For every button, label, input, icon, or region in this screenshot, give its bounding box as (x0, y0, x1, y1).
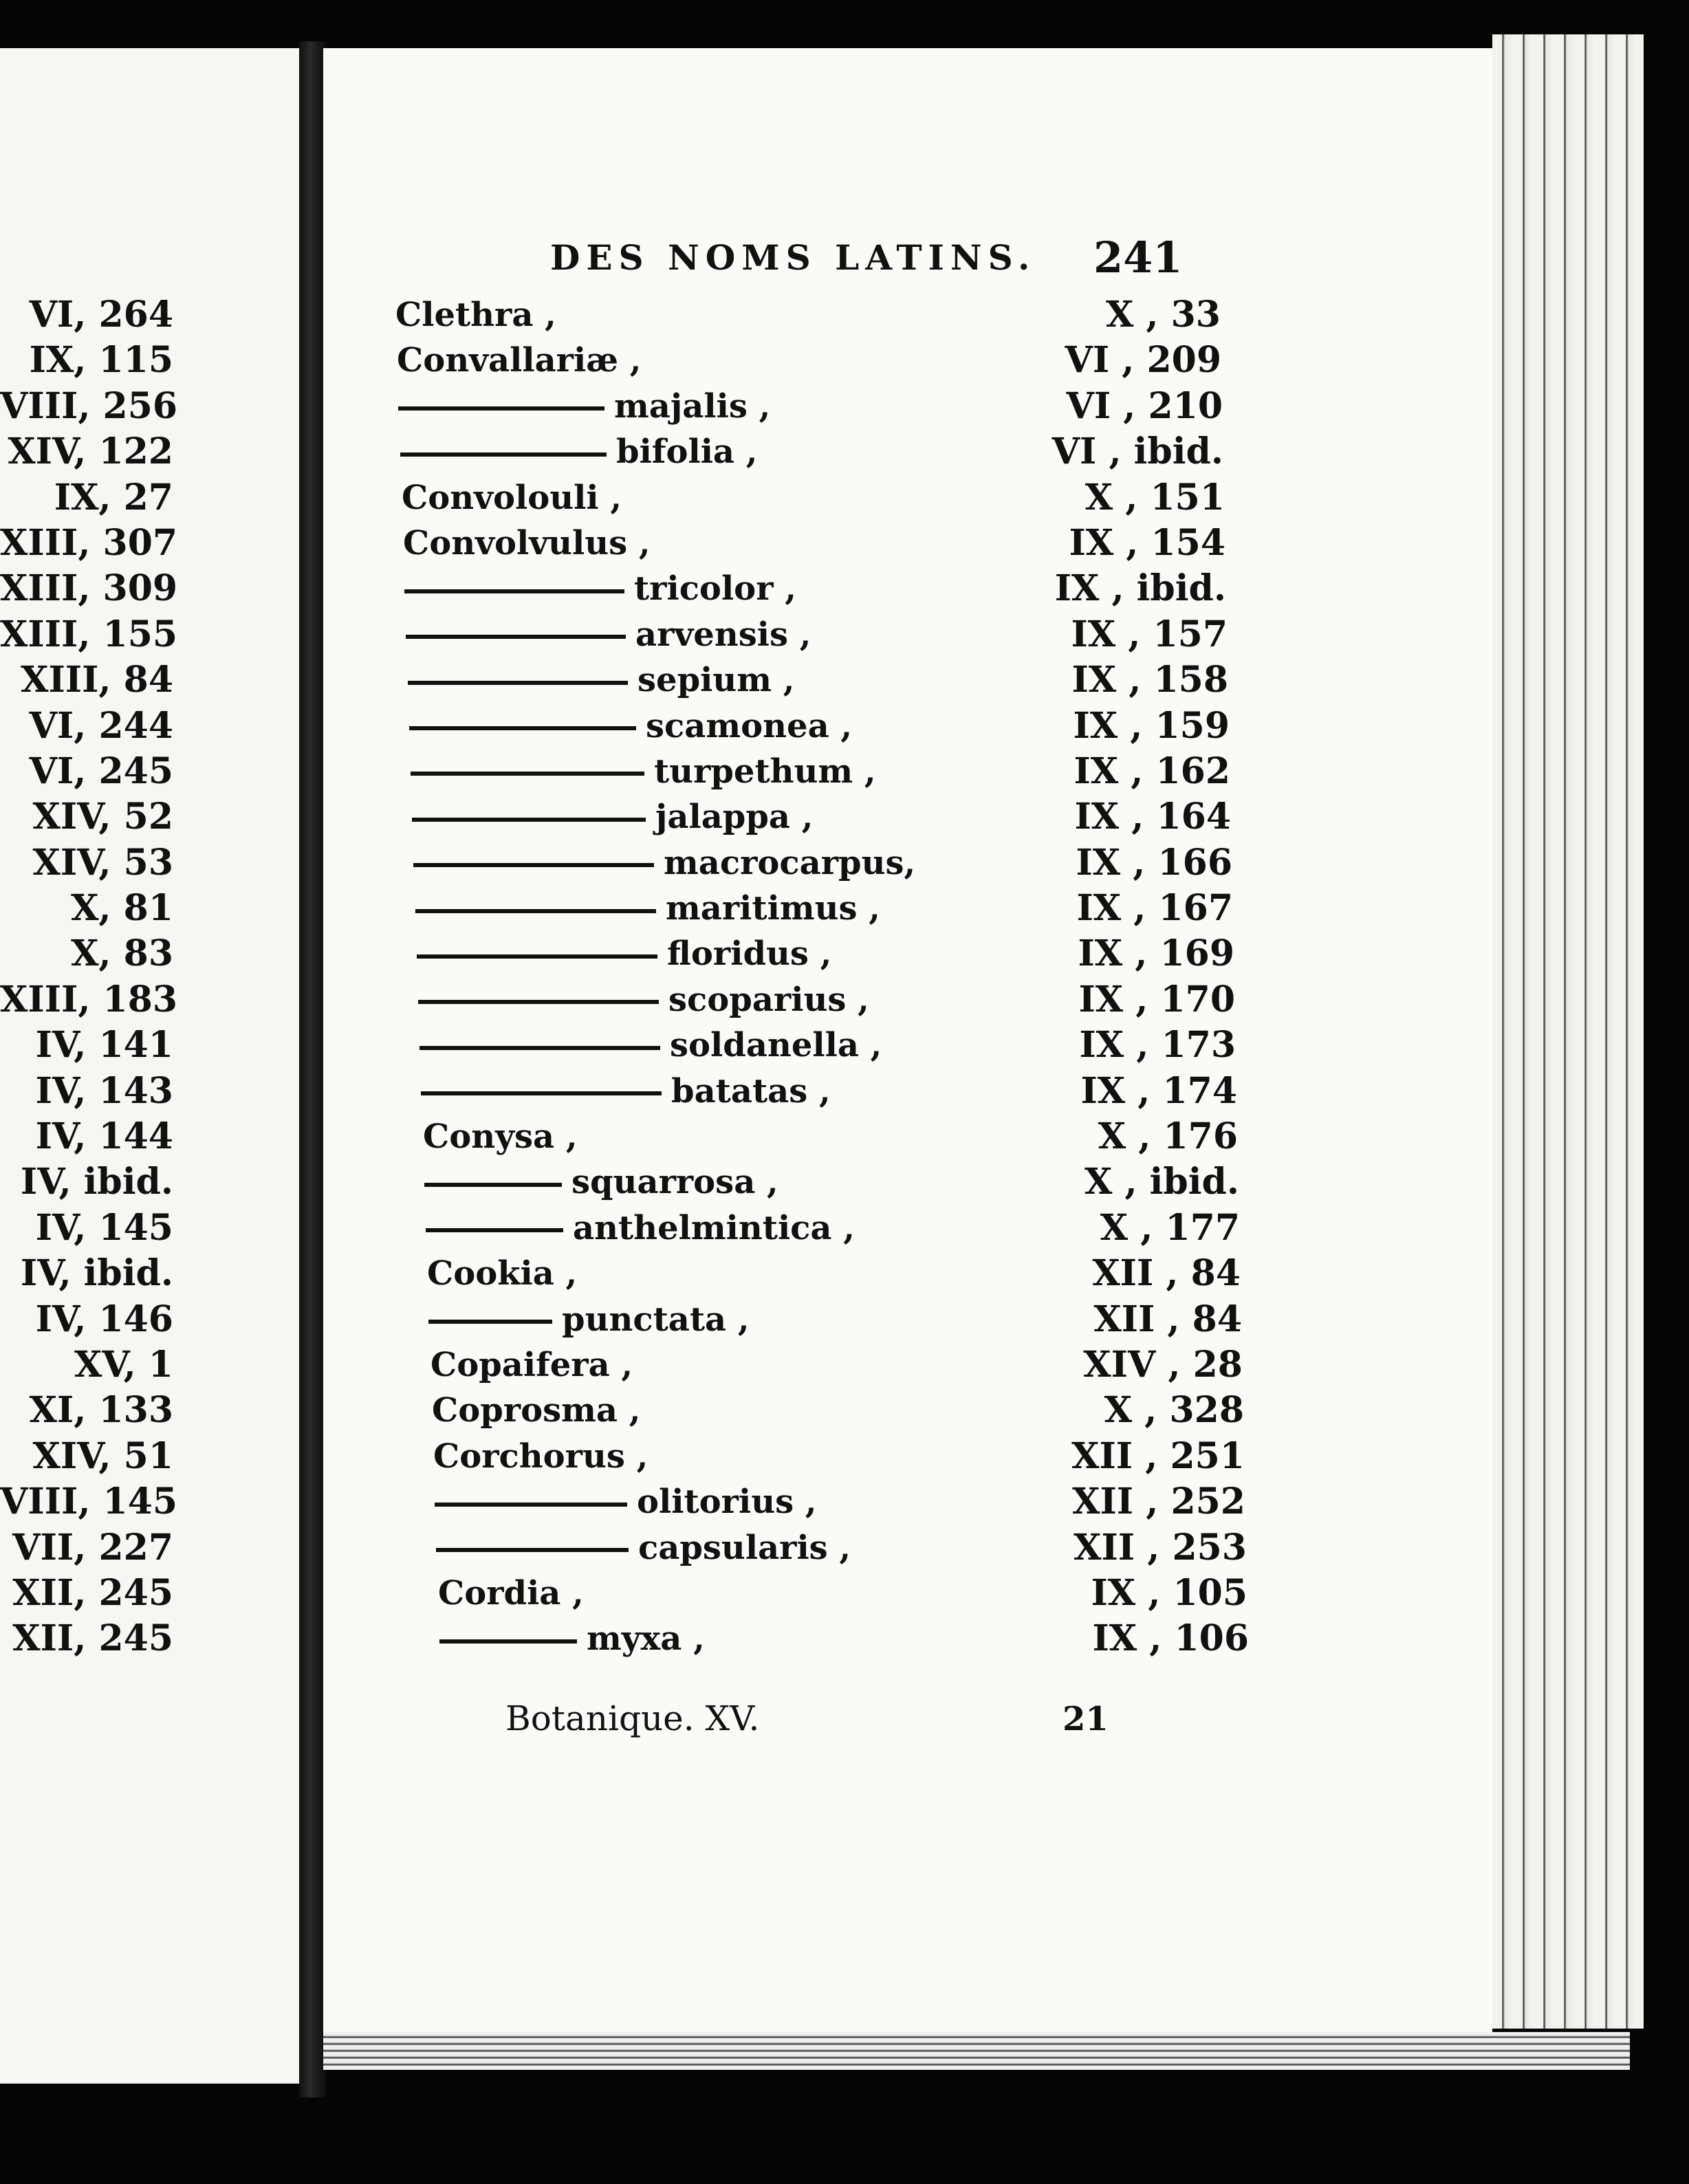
entry-term: Convolouli , (402, 478, 622, 517)
entry-reference: IX , ibid. (1054, 567, 1226, 610)
left-reference: XII, 245 (12, 1571, 173, 1614)
entry-reference: X , 33 (1105, 294, 1221, 336)
index-entry (395, 521, 1225, 566)
entry-term: myxa , (587, 1619, 705, 1659)
entry-term: capsularis , (638, 1528, 851, 1567)
left-reference: IX, 115 (29, 339, 173, 382)
left-reference: XIII, 155 (0, 613, 178, 655)
left-reference: VI, 244 (29, 704, 173, 747)
entry-reference: XII , 84 (1092, 1252, 1241, 1295)
left-reference: IV, ibid. (20, 1252, 173, 1295)
left-reference: X, 81 (71, 887, 173, 930)
entry-reference: IX , 162 (1074, 750, 1230, 792)
index-entry (395, 977, 1235, 1023)
repeat-dash (435, 1503, 627, 1507)
left-reference: IV, 144 (35, 1115, 173, 1158)
index-entry (395, 1297, 1242, 1342)
repeat-dash (417, 954, 657, 959)
index-entry (395, 1479, 1245, 1525)
left-reference: XIII, 183 (0, 978, 178, 1020)
entry-reference: IX , 158 (1071, 659, 1228, 701)
entry-term: batatas , (671, 1071, 831, 1111)
signature-mark: Botanique. XV. (505, 1699, 760, 1738)
page-number: 241 (1093, 232, 1183, 283)
repeat-dash (439, 1639, 577, 1644)
repeat-dash (404, 589, 624, 593)
left-reference: XIV, 51 (32, 1434, 173, 1477)
entry-term: Clethra , (395, 296, 556, 334)
index-entry (395, 1069, 1237, 1114)
left-reference: VI, 264 (29, 294, 173, 336)
index-entry (395, 338, 1221, 383)
entry-term: soldanella , (670, 1026, 882, 1065)
index-entry (395, 566, 1226, 611)
entry-term: jalappa , (655, 798, 814, 837)
repeat-dash (436, 1548, 629, 1552)
entry-reference: X , 151 (1085, 476, 1225, 518)
entry-reference: IX , 167 (1076, 887, 1233, 930)
index-entry (395, 1251, 1241, 1296)
index-entry (395, 1388, 1244, 1433)
index-entry (395, 1571, 1247, 1616)
entry-reference: X , 177 (1100, 1206, 1240, 1249)
entry-term: Copaifera , (431, 1345, 633, 1384)
index-entry (395, 840, 1232, 886)
index-entry (395, 292, 1221, 338)
index-entry (395, 429, 1223, 474)
repeat-dash (419, 1046, 660, 1050)
repeat-dash (412, 818, 646, 822)
entry-term: bifolia , (616, 433, 758, 472)
repeat-dash (413, 863, 654, 867)
index-entry (395, 384, 1223, 429)
index-entry (395, 1205, 1240, 1251)
left-reference: IX, 27 (54, 476, 173, 518)
index-entry (395, 794, 1231, 840)
left-reference: VIII, 145 (0, 1481, 178, 1523)
repeat-dash (408, 681, 628, 685)
entry-term: tricolor , (634, 569, 796, 609)
entry-reference: IX , 154 (1069, 521, 1225, 564)
index-entry (395, 931, 1234, 976)
entry-reference: XIV , 28 (1083, 1343, 1243, 1386)
entry-term: Conysa , (423, 1117, 578, 1157)
left-reference: XII, 245 (12, 1617, 173, 1660)
entry-term: anthelmintica , (573, 1208, 855, 1247)
repeat-dash (426, 1228, 563, 1232)
left-reference: IV, 145 (35, 1206, 173, 1249)
repeat-dash (428, 1320, 552, 1324)
left-reference: XIII, 307 (0, 521, 178, 564)
entry-reference: XII , 252 (1072, 1481, 1245, 1523)
entry-reference: IX , 105 (1091, 1571, 1247, 1614)
index-entry (395, 1114, 1238, 1159)
entry-term: Cordia , (438, 1573, 584, 1613)
entry-term: olitorius , (637, 1483, 817, 1522)
entry-term: Convolvulus , (403, 523, 651, 563)
index-entry (395, 1525, 1247, 1571)
left-reference: IV, ibid. (20, 1161, 173, 1203)
entry-term: scamonea , (646, 706, 853, 745)
entry-reference: IX , 173 (1079, 1024, 1236, 1067)
repeat-dash (418, 1000, 659, 1004)
entry-term: arvensis , (635, 615, 811, 654)
entry-reference: IX , 166 (1076, 841, 1232, 884)
entry-reference: VI , 209 (1065, 339, 1221, 382)
entry-reference: IX , 106 (1092, 1617, 1249, 1660)
repeat-dash (398, 406, 604, 411)
entry-reference: IX , 159 (1073, 704, 1230, 747)
entry-reference: XII , 84 (1093, 1298, 1242, 1340)
entry-term: floridus , (667, 935, 832, 974)
left-reference: XV, 1 (74, 1343, 173, 1386)
repeat-dash (415, 909, 656, 913)
entry-term: turpethum , (654, 752, 876, 791)
index-entry (395, 703, 1230, 749)
entry-term: macrocarpus, (664, 843, 916, 882)
index-entry (395, 612, 1228, 657)
entry-reference: XII , 251 (1071, 1434, 1245, 1477)
left-reference: VII, 227 (12, 1526, 173, 1569)
entry-reference: X , ibid. (1085, 1161, 1239, 1203)
left-reference: IV, 141 (35, 1024, 173, 1067)
index-entry (395, 1342, 1243, 1388)
entry-reference: IX , 170 (1078, 978, 1235, 1020)
entry-reference: XII , 253 (1074, 1526, 1247, 1569)
repeat-dash (421, 1091, 662, 1095)
left-reference: XIV, 53 (32, 841, 173, 884)
index-entry (395, 475, 1225, 521)
left-reference: XIII, 84 (21, 659, 173, 701)
left-reference: IV, 146 (35, 1298, 173, 1340)
index-list (395, 292, 1249, 1662)
repeat-dash (406, 635, 626, 639)
left-reference: VIII, 256 (0, 384, 178, 427)
repeat-dash (424, 1183, 562, 1187)
index-entry (395, 1434, 1245, 1479)
book-gutter (299, 41, 327, 2097)
index-entry (395, 886, 1233, 931)
running-title: DES NOMS LATINS. (550, 237, 1036, 278)
left-reference: XIII, 309 (0, 567, 178, 610)
entry-term: maritimus , (666, 889, 880, 928)
signature-number: 21 (1063, 1700, 1109, 1738)
index-entry (395, 1023, 1236, 1068)
bottom-page-edges (323, 2032, 1630, 2070)
entry-term: scoparius , (668, 980, 869, 1019)
entry-term: sepium , (638, 661, 795, 700)
repeat-dash (411, 772, 644, 776)
left-page-references (0, 292, 178, 1662)
entry-reference: IX , 164 (1074, 796, 1231, 838)
entry-term: squarrosa , (571, 1163, 778, 1202)
entry-reference: IX , 157 (1071, 613, 1228, 655)
entry-term: Corchorus , (433, 1437, 649, 1476)
left-reference: VI, 245 (29, 750, 173, 792)
entry-reference: VI , ibid. (1051, 430, 1223, 473)
left-reference: XI, 133 (29, 1389, 173, 1432)
page-edges (1492, 34, 1644, 2029)
left-reference: XIV, 52 (32, 796, 173, 838)
index-entry (395, 657, 1228, 703)
index-entry (395, 1616, 1249, 1661)
entry-term: Coprosma , (432, 1391, 641, 1430)
entry-term: Convallariæ , (397, 341, 642, 380)
left-reference: IV, 143 (35, 1069, 173, 1112)
left-reference: X, 83 (71, 932, 173, 975)
entry-reference: X , 328 (1104, 1389, 1244, 1432)
entry-term: majalis , (614, 386, 771, 426)
left-reference: XIV, 122 (8, 430, 173, 473)
entry-reference: IX , 174 (1080, 1069, 1237, 1112)
repeat-dash (409, 726, 636, 730)
index-entry (395, 1159, 1239, 1205)
entry-reference: IX , 169 (1078, 932, 1234, 975)
index-entry (395, 749, 1230, 794)
entry-reference: VI , 210 (1066, 384, 1223, 427)
repeat-dash (400, 452, 607, 457)
entry-term: punctata , (562, 1300, 750, 1339)
entry-term: Cookia , (427, 1254, 578, 1293)
entry-reference: X , 176 (1098, 1115, 1238, 1158)
